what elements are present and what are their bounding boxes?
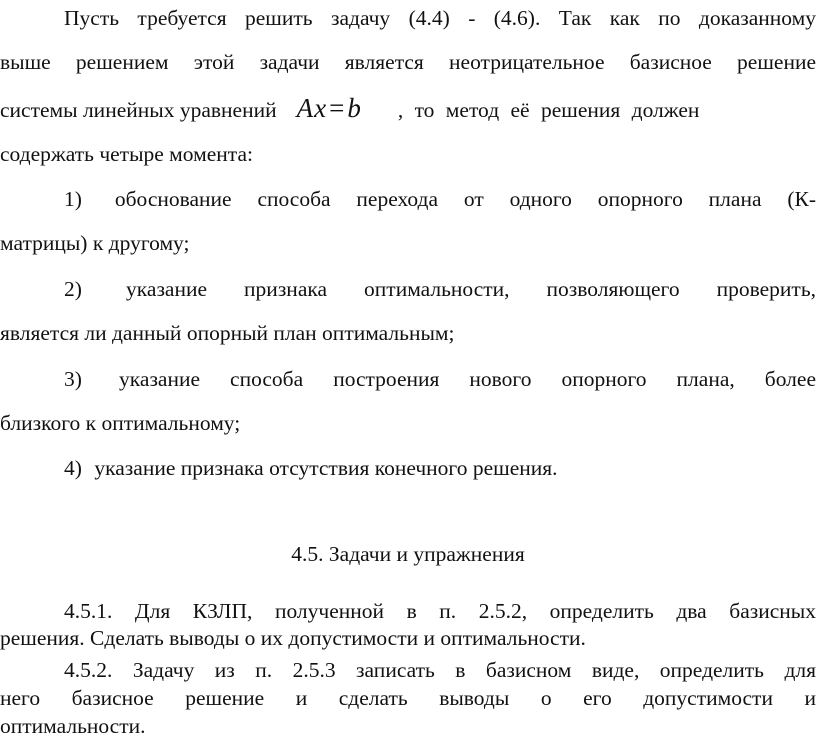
intro-line-1: Пусть требуется решить задачу (4.4) - (4.6). Так как по доказанному (64, 6, 816, 30)
intro-line-3-before: системы линейных уравнений (0, 98, 277, 122)
list-item-2-line-2: является ли данный опорный план оптимальным; (0, 321, 455, 345)
list-item-2-text: указание признака оптимальности, позволяющего проверить, (126, 277, 816, 301)
list-item-4-line-1 (64, 454, 816, 482)
list-item-1-line-1 (64, 185, 816, 213)
list-item-3-line-1 (64, 365, 816, 393)
list-item-4-number: 4) (64, 456, 82, 480)
list-item-4-text: указание признака отсутствия конечного решения. (94, 456, 558, 480)
list-item-1-line-2: матрицы) к другому; (0, 231, 190, 255)
exercise-2-line-3: оптимальности. (0, 714, 146, 738)
exercise-2-line-2: него базисное решение и сделать выводы о его допустимости и (0, 686, 816, 710)
formula-right: b (347, 93, 362, 123)
exercise-1-line-1: 4.5.1. Для КЗЛП, полученной в п. 2.5.2, определить два базисных (64, 599, 816, 623)
intro-line-3 (0, 94, 816, 124)
list-item-3-text: указание способа построения нового опорного плана, более (119, 367, 816, 391)
list-item-2-number: 2) (64, 277, 82, 301)
list-item-2-line-1 (64, 275, 816, 303)
formula-left: Ax (296, 93, 328, 123)
list-item-3-number: 3) (64, 367, 82, 391)
list-item-3-line-2: близкого к оптимальному; (0, 411, 241, 435)
intro-line-2: выше решением этой задачи является неотрицательное базисное решение (0, 50, 816, 74)
section-heading: 4.5. Задачи и упражнения (291, 542, 525, 566)
list-item-1-number: 1) (64, 187, 82, 211)
list-item-1-text: обоснование способа перехода от одного опорного плана (К- (114, 187, 816, 211)
formula-ax-equals-b (297, 93, 362, 123)
formula-eq: = (329, 93, 346, 123)
intro-line-4: содержать четыре момента: (0, 142, 253, 166)
exercise-2-line-1: 4.5.2. Задачу из п. 2.5.3 записать в базисном виде, определить для (64, 658, 816, 682)
intro-line-3-after: , то метод её решения должен (397, 98, 700, 122)
exercise-1-line-2: решения. Сделать выводы о их допустимости и оптимальности. (0, 626, 586, 650)
